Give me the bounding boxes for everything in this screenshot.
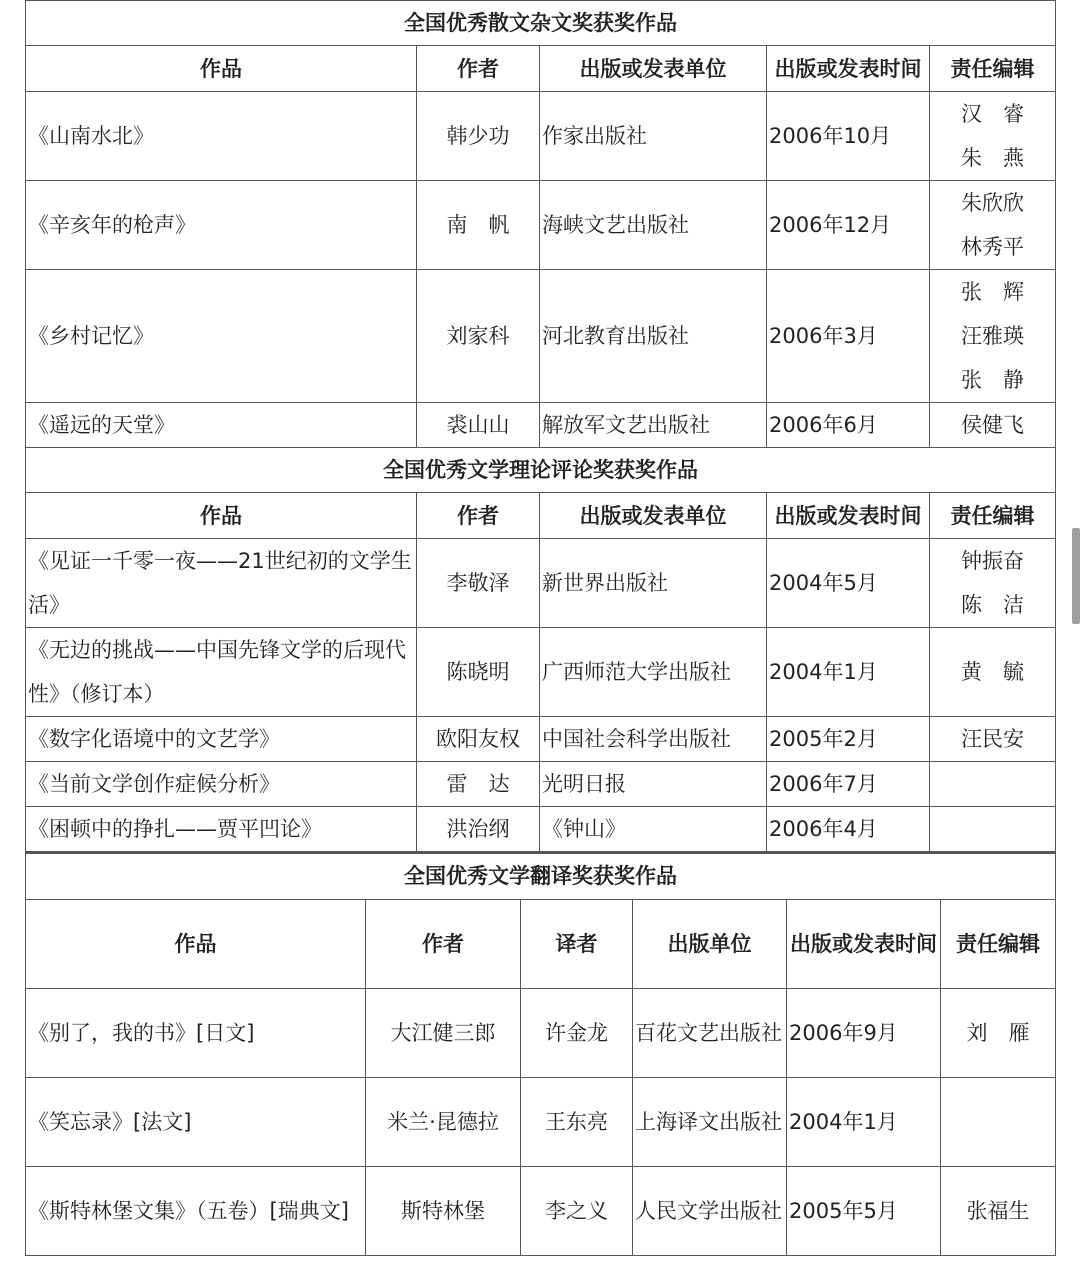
table-row — [26, 717, 1056, 762]
work-title: 《辛亥年的枪声》 — [26, 181, 417, 270]
author-name: 米兰·昆德拉 — [366, 1077, 521, 1166]
work-title: 《斯特林堡文集》（五卷）[瑞典文] — [26, 1166, 366, 1255]
work-title: 《遥远的天堂》 — [26, 403, 417, 448]
translator-name: 许金龙 — [521, 988, 633, 1077]
work-title: 《笑忘录》[法文] — [26, 1077, 366, 1166]
editor-name: 陈 洁 — [961, 593, 1025, 617]
publish-date: 2006年3月 — [767, 270, 930, 403]
column-header-publisher: 出版或发表单位 — [540, 493, 767, 539]
column-header-author: 作者 — [417, 46, 540, 92]
column-header-work: 作品 — [26, 899, 366, 988]
publisher-name: 河北教育出版社 — [540, 270, 767, 403]
publish-date: 2006年12月 — [767, 181, 930, 270]
publish-date: 2004年1月 — [767, 628, 930, 717]
column-header-translator: 译者 — [521, 899, 633, 988]
publisher-name: 作家出版社 — [540, 92, 767, 181]
work-title: 《困顿中的挣扎——贾平凹论》 — [26, 807, 417, 852]
work-title: 《乡村记忆》 — [26, 270, 417, 403]
publisher-name: 《钟山》 — [540, 807, 767, 852]
editor-name: 汉 睿 — [961, 102, 1025, 126]
work-title: 《数字化语境中的文艺学》 — [26, 717, 417, 762]
column-header-date: 出版或发表时间 — [767, 46, 930, 92]
publish-date: 2006年10月 — [767, 92, 930, 181]
publish-date: 2006年9月 — [787, 988, 941, 1077]
editor-name: 汪民安 — [930, 717, 1056, 762]
column-header-work: 作品 — [26, 46, 417, 92]
work-title: 《当前文学创作症候分析》 — [26, 762, 417, 807]
editor-name — [930, 762, 1056, 807]
publisher-name: 上海译文出版社 — [633, 1077, 787, 1166]
essay-awards-table — [25, 0, 1056, 852]
publish-date: 2006年6月 — [767, 403, 930, 448]
publish-date: 2006年7月 — [767, 762, 930, 807]
publish-date: 2005年2月 — [767, 717, 930, 762]
editor-name: 侯健飞 — [930, 403, 1056, 448]
column-header-author: 作者 — [417, 493, 540, 539]
author-name: 陈晓明 — [417, 628, 540, 717]
editor-list — [930, 539, 1056, 628]
work-title: 《别了，我的书》[日文] — [26, 988, 366, 1077]
editor-name — [941, 1077, 1056, 1166]
publisher-name: 人民文学出版社 — [633, 1166, 787, 1255]
editor-name: 朱 燕 — [961, 146, 1025, 170]
editor-list — [930, 92, 1056, 181]
column-header-editor: 责任编辑 — [941, 899, 1056, 988]
column-header-author: 作者 — [366, 899, 521, 988]
author-name: 韩少功 — [417, 92, 540, 181]
editor-name: 林秀平 — [961, 235, 1025, 259]
publisher-name: 百花文艺出版社 — [633, 988, 787, 1077]
table-row — [26, 628, 1056, 717]
editor-name: 钟振奋 — [961, 549, 1025, 573]
column-header-publisher: 出版或发表单位 — [540, 46, 767, 92]
publisher-name: 光明日报 — [540, 762, 767, 807]
editor-list — [930, 270, 1056, 403]
editor-name: 张 辉 — [961, 280, 1025, 304]
work-title: 《山南水北》 — [26, 92, 417, 181]
translation-awards-table — [25, 852, 1056, 1256]
table-row — [26, 1077, 1056, 1166]
column-header-work: 作品 — [26, 493, 417, 539]
table-row — [26, 807, 1056, 852]
author-name: 裘山山 — [417, 403, 540, 448]
editor-list — [930, 181, 1056, 270]
author-name: 李敬泽 — [417, 539, 540, 628]
scrollbar-thumb[interactable] — [1072, 528, 1080, 624]
column-header-editor: 责任编辑 — [930, 493, 1056, 539]
editor-name — [930, 807, 1056, 852]
translator-name: 李之义 — [521, 1166, 633, 1255]
publisher-name: 解放军文艺出版社 — [540, 403, 767, 448]
author-name: 大江健三郎 — [366, 988, 521, 1077]
publish-date: 2006年4月 — [767, 807, 930, 852]
editor-name: 黄 毓 — [930, 628, 1056, 717]
publisher-name: 中国社会科学出版社 — [540, 717, 767, 762]
work-title: 《见证一千零一夜——21世纪初的文学生活》 — [26, 539, 417, 628]
publish-date: 2004年1月 — [787, 1077, 941, 1166]
section-title: 全国优秀散文杂文奖获奖作品 — [26, 1, 1056, 46]
publisher-name: 海峡文艺出版社 — [540, 181, 767, 270]
publish-date: 2004年5月 — [767, 539, 930, 628]
column-header-editor: 责任编辑 — [930, 46, 1056, 92]
author-name: 雷 达 — [417, 762, 540, 807]
table-row — [26, 92, 1056, 181]
translator-name: 王东亮 — [521, 1077, 633, 1166]
table-row — [26, 762, 1056, 807]
table-row — [26, 181, 1056, 270]
column-header-date: 出版或发表时间 — [787, 899, 941, 988]
editor-name: 朱欣欣 — [961, 191, 1025, 215]
table-row — [26, 403, 1056, 448]
editor-name: 张福生 — [941, 1166, 1056, 1255]
publisher-name: 新世界出版社 — [540, 539, 767, 628]
awards-document — [25, 0, 1055, 1256]
table-row — [26, 988, 1056, 1077]
table-row — [26, 1166, 1056, 1255]
publish-date: 2005年5月 — [787, 1166, 941, 1255]
editor-name: 汪雅瑛 — [961, 324, 1025, 348]
author-name: 洪治纲 — [417, 807, 540, 852]
column-header-date: 出版或发表时间 — [767, 493, 930, 539]
publisher-name: 广西师范大学出版社 — [540, 628, 767, 717]
column-header-publisher: 出版单位 — [633, 899, 787, 988]
editor-name: 张 静 — [961, 368, 1025, 392]
editor-name: 刘 雁 — [941, 988, 1056, 1077]
author-name: 南 帆 — [417, 181, 540, 270]
author-name: 斯特林堡 — [366, 1166, 521, 1255]
table-row — [26, 539, 1056, 628]
author-name: 欧阳友权 — [417, 717, 540, 762]
author-name: 刘家科 — [417, 270, 540, 403]
table-row — [26, 270, 1056, 403]
work-title: 《无边的挑战——中国先锋文学的后现代性》（修订本） — [26, 628, 417, 717]
section-title: 全国优秀文学翻译奖获奖作品 — [26, 853, 1056, 899]
section-title: 全国优秀文学理论评论奖获奖作品 — [26, 448, 1056, 493]
